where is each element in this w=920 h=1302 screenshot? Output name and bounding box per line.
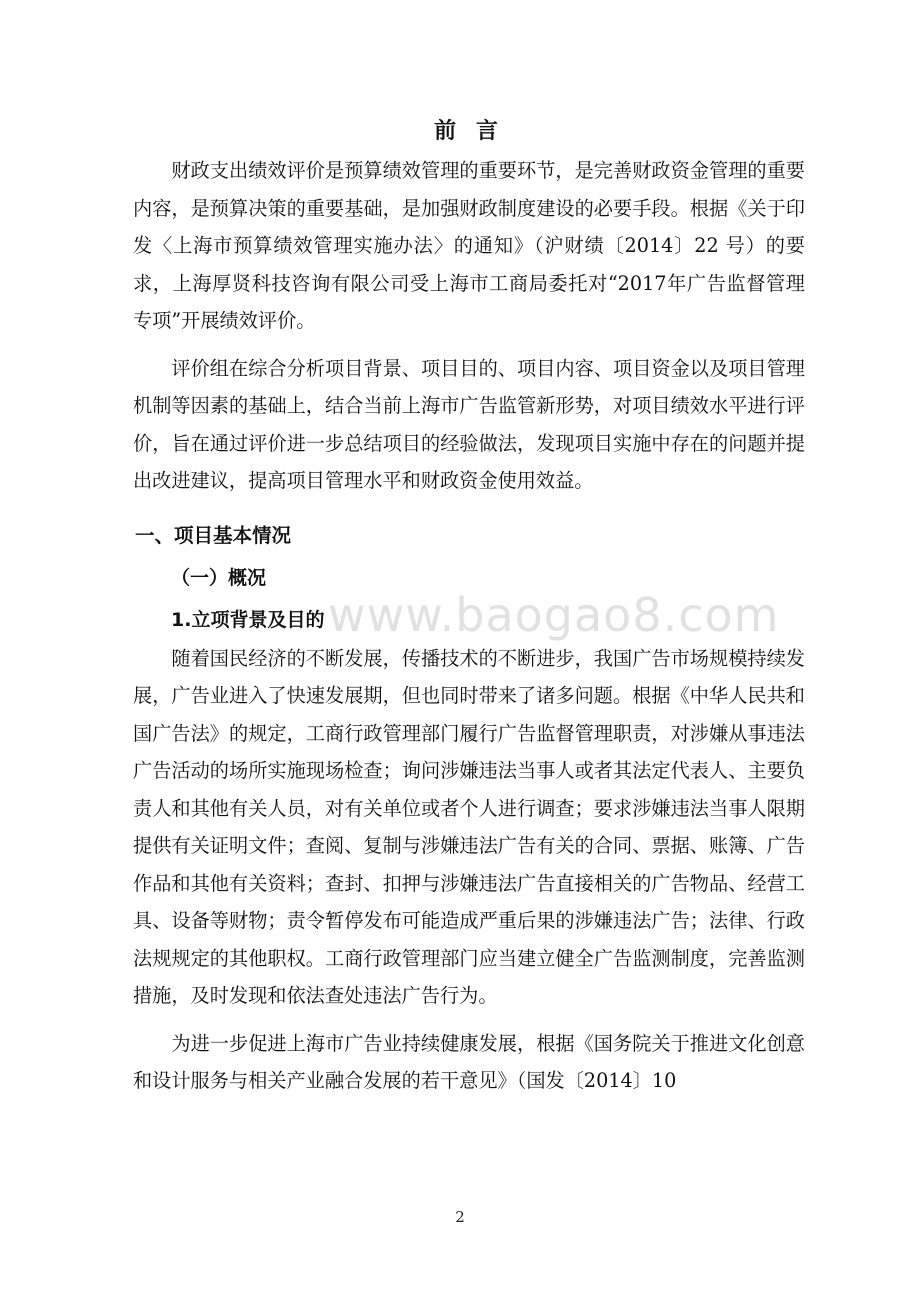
background-paragraph-1: 随着国民经济的不断发展，传播技术的不断进步，我国广告市场规模持续发展，广告业进入了快速发展期，但也同时带来了诸多问题。根据《中华人民共和国广告法》的规定，工商行政管理部门履行广告监督管理职责，对涉嫌从事违法广告活动的场所实施现场检查；询问涉嫌违法当事人或者其法定代表人、主要负责人和其他有关人员，对有关单位或者个人进行调查；要求涉嫌违法当事人限期提供有关证明文件；查阅、复制与涉嫌违法广告有关的合同、票据、账簿、广告作品和其他有关资料；查封、扣押与涉嫌违法广告直接相关的广告物品、经营工具、设备等财物；责令暂停发布可能造成严重后果的涉嫌违法广告；法律、行政法规规定的其他职权。工商行政管理部门应当建立健全广告监测制度，完善监测措施，及时发现和依法查处违法广告行为。 <box>133 646 805 1007</box>
watermark: www.baogao8.com <box>328 588 780 642</box>
background-paragraph-2: 为进一步促进上海市广告业持续健康发展，根据《国务院关于推进文化创意和设计服务与相关产业融合发展的若干意见》（国发〔2014〕10 <box>133 1031 805 1092</box>
page-content <box>133 112 805 1100</box>
item-heading-background: 1.立项背景及目的 <box>171 608 325 631</box>
section-heading-basic-info: 一、项目基本情况 <box>135 523 292 547</box>
subsection-heading-overview: （一）概况 <box>171 566 267 589</box>
page-number: 2 <box>455 1208 465 1226</box>
intro-paragraph-2: 评价组在综合分析项目背景、项目目的、项目内容、项目资金以及项目管理机制等因素的基础上，结合当前上海市广告监管新形势，对项目绩效水平进行评价，旨在通过评价进一步总结项目的经验做法，发现项目实施中存在的问题并提出改进建议，提高项目管理水平和财政资金使用效益。 <box>133 356 805 492</box>
intro-paragraph-1: 财政支出绩效评价是预算绩效管理的重要环节，是完善财政资金管理的重要内容，是预算决策的重要基础，是加强财政制度建设的必要手段。根据《关于印发〈上海市预算绩效管理实施办法〉的通知》（沪财绩〔2014〕22 号）的要求，上海厚贤科技咨询有限公司受上海市工商局委托对“2017年广告监督管理专项”开展绩效评价。 <box>133 159 805 332</box>
page-title: 前 言 <box>434 119 504 144</box>
